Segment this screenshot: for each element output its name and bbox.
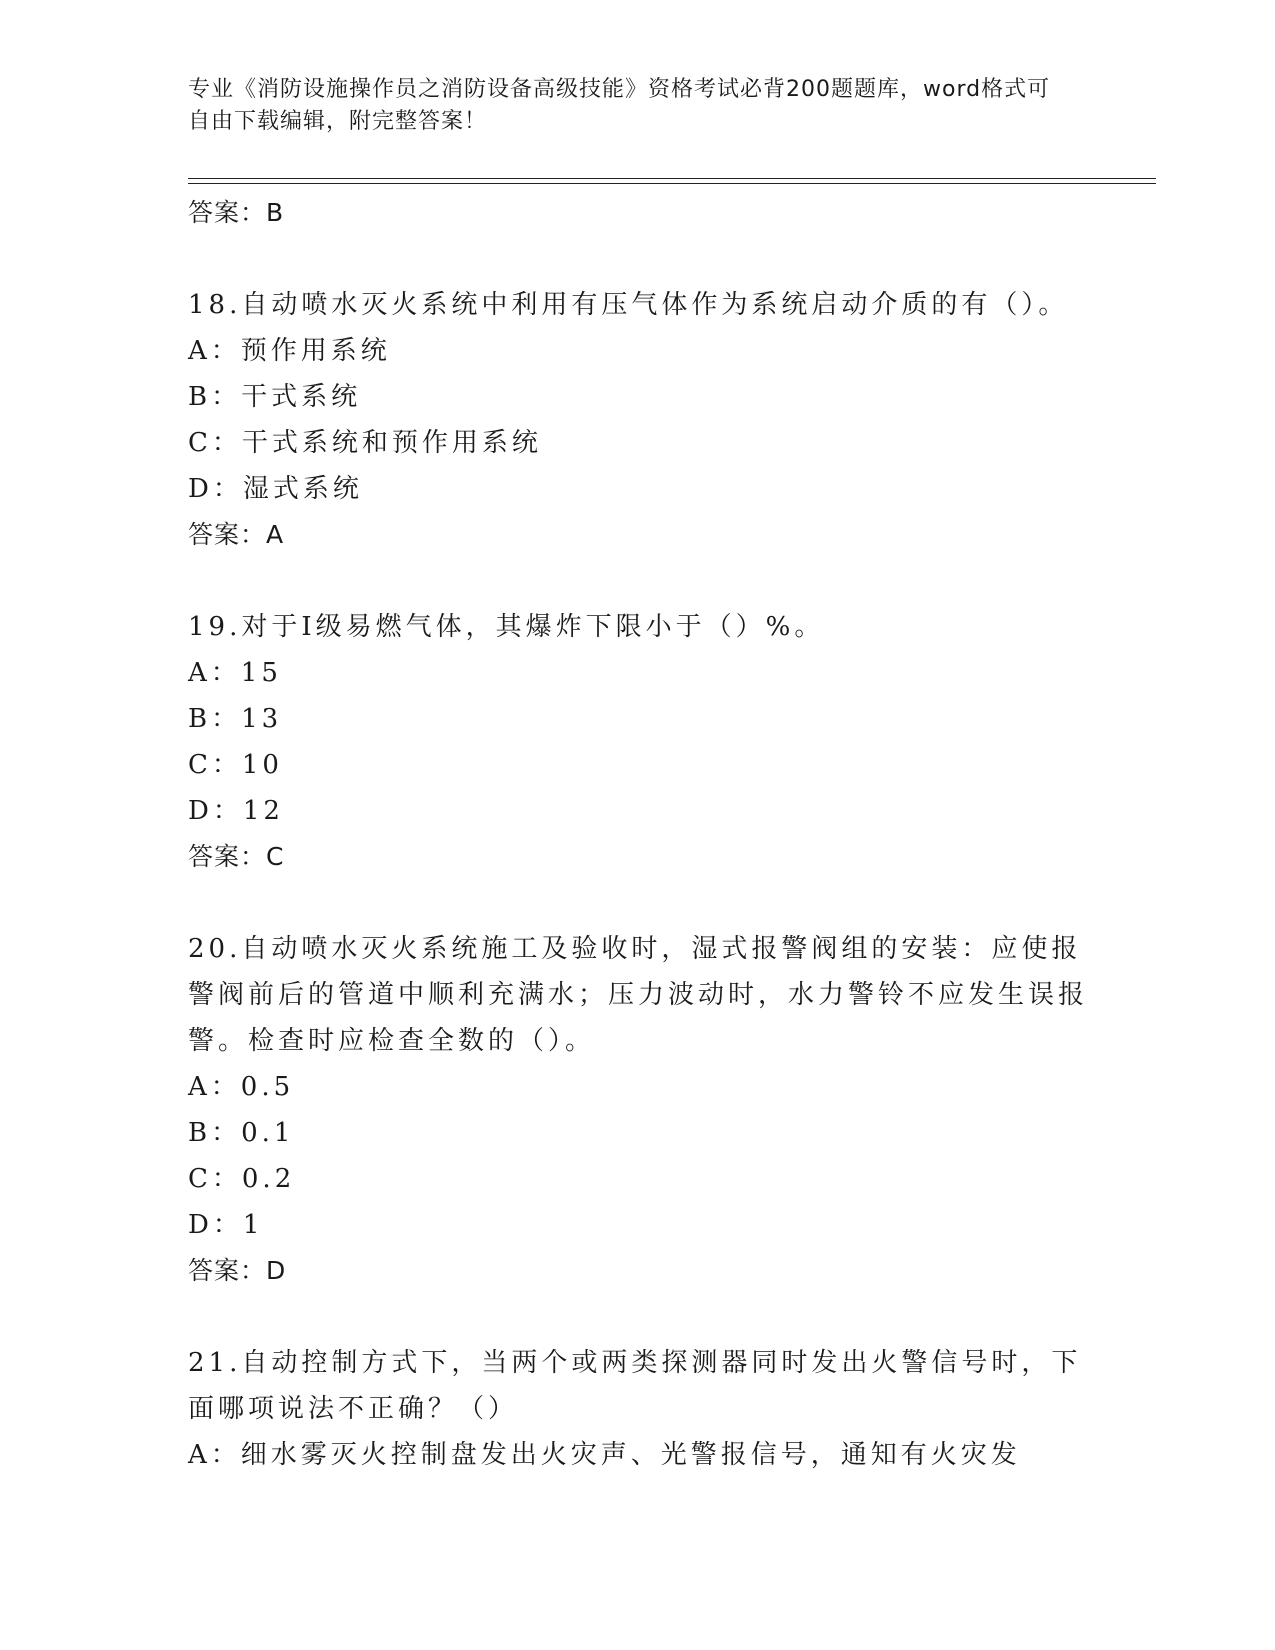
document-header: 专业《消防设施操作员之消防设备高级技能》资格考试必背200题题库，word格式可自由下载编辑，附完整答案！	[188, 77, 1051, 134]
question-21	[188, 1340, 1088, 1478]
question-text: 18.自动喷水灭火系统中利用有压气体作为系统启动介质的有（）。	[188, 290, 1069, 320]
question-19	[188, 604, 1088, 880]
question-18	[188, 282, 1088, 558]
option-a: A：预作用系统	[188, 336, 391, 366]
option-b: B：干式系统	[188, 382, 362, 412]
option-d: D：12	[188, 796, 284, 826]
question-20	[188, 926, 1088, 1294]
answer-line: 答案：D	[188, 1256, 287, 1285]
question-text: 21.自动控制方式下，当两个或两类探测器同时发出火警信号时，下面哪项说法不正确？（）	[188, 1348, 1082, 1424]
question-text: 19.对于Ⅰ级易燃气体，其爆炸下限小于（）%。	[188, 612, 825, 642]
option-b: B：13	[188, 704, 283, 734]
option-d: D：湿式系统	[188, 474, 363, 504]
answer-line: 答案：B	[188, 198, 285, 227]
answer-line: 答案：A	[188, 520, 285, 549]
option-a: A：15	[188, 658, 282, 688]
question-list	[188, 190, 1088, 1478]
header-divider	[188, 183, 1156, 184]
answer-line: 答案：C	[188, 842, 285, 871]
option-d: D：1	[188, 1210, 264, 1240]
question-text: 20.自动喷水灭火系统施工及验收时，湿式报警阀组的安装：应使报警阀前后的管道中顺利充满水；压力波动时，水力警铃不应发生误报警。检查时应检查全数的（）。	[188, 934, 1089, 1056]
option-a: A：细水雾灭火控制盘发出火灾声、光警报信号，通知有火灾发	[188, 1440, 1021, 1470]
option-c: C：干式系统和预作用系统	[188, 428, 542, 458]
option-c: C：10	[188, 750, 283, 780]
option-b: B：0.1	[188, 1118, 295, 1148]
option-c: C：0.2	[188, 1164, 296, 1194]
option-a: A：0.5	[188, 1072, 295, 1102]
header-divider	[188, 178, 1156, 179]
